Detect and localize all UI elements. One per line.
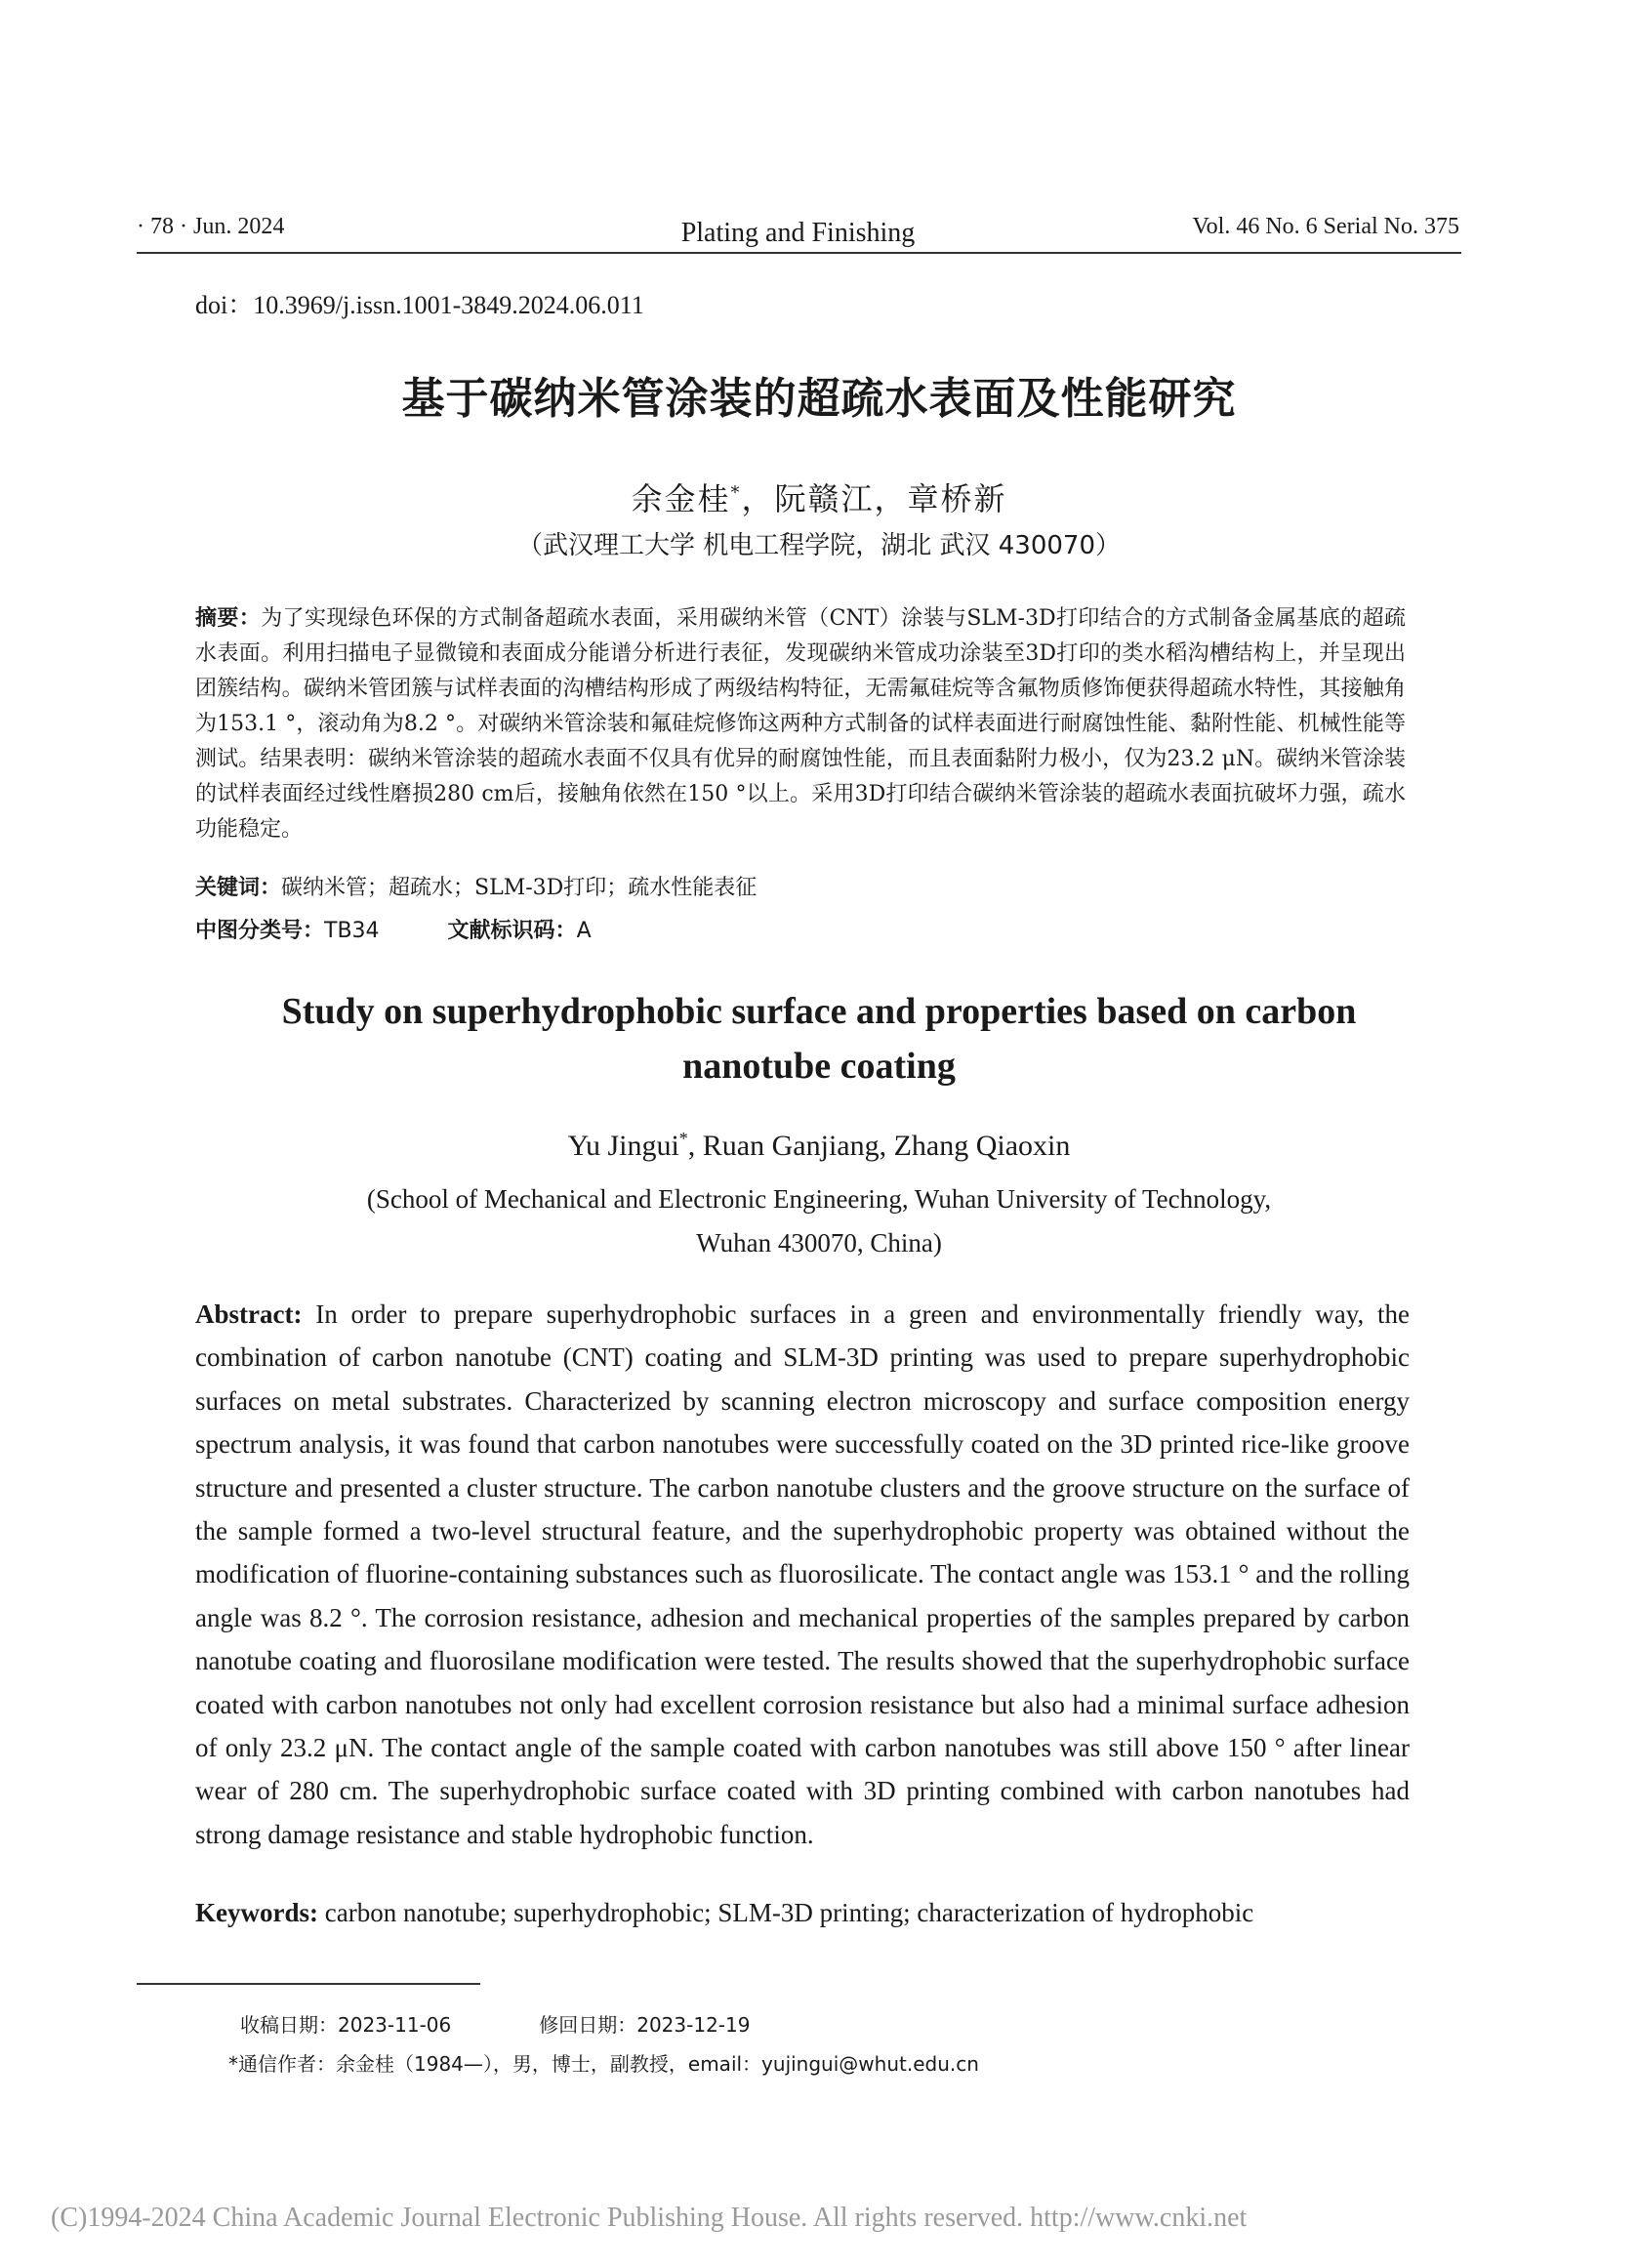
en-title <box>195 984 1443 1093</box>
footnote-corresponding <box>228 2048 979 2077</box>
cn-abstract <box>195 601 1406 847</box>
received-label: 收稿日期： <box>240 2013 338 2037</box>
page-info: · 78 · Jun. 2024 <box>137 214 285 239</box>
en-affiliation-line-2: Wuhan 430070, China) <box>696 1228 942 1258</box>
doi: doi：10.3969/j.issn.1001-3849.2024.06.011 <box>195 291 644 319</box>
revised-date: 2023-12-19 <box>636 2013 751 2037</box>
en-title-line-2: nanotube coating <box>682 1046 956 1087</box>
cn-authors <box>0 474 1638 519</box>
corresponding-mark: * <box>730 482 742 504</box>
en-affiliation <box>244 1177 1394 1265</box>
en-corresponding-mark: * <box>678 1129 688 1148</box>
cn-affiliation: （武汉理工大学 机电工程学院，湖北 武汉 430070） <box>516 531 1122 560</box>
corresponding-label: *通信作者： <box>228 2052 336 2076</box>
en-authors <box>0 1129 1638 1163</box>
en-author-1: Yu Jingui <box>567 1130 679 1162</box>
en-abstract-label: Abstract: <box>195 1299 303 1329</box>
cn-keywords <box>195 871 757 901</box>
header-divider <box>137 252 1461 254</box>
cn-abstract-label: 摘要： <box>195 606 262 631</box>
en-keywords-text: carbon nanotube; superhydrophobic; SLM-3D printing; characterization of hydrophobic <box>324 1898 1254 1927</box>
volume-info: Vol. 46 No. 6 Serial No. 375 <box>1192 214 1459 239</box>
journal-name: Plating and Finishing <box>680 218 916 248</box>
cn-keywords-label: 关键词： <box>195 876 282 900</box>
en-abstract <box>195 1293 1410 1856</box>
en-affiliation-line-1: (School of Mechanical and Electronic Engineering, Wuhan University of Technology, <box>366 1184 1272 1214</box>
revised-label: 修回日期： <box>539 2013 637 2037</box>
received-date: 2023-11-06 <box>338 2013 452 2037</box>
en-abstract-text: In order to prepare superhydrophobic surfaces in a green and environmentally friendly way, the combination of carbon nanotube (CNT) coating and SLM-3D printing was used to prepare superhydrophobic surfaces on metal substrates. Characterized by scanning electron microscopy and surface composition energy spectrum analysis, it was found that carbon nanotubes were successfully coated on the 3D printed rice-like groove structure and presented a cluster structure. The carbon nanotube clusters and the groove structure on the surface of the sample formed a two-level structural feature, and the superhydrophobic property was obtained without the modification of fluorine-containing substances such as fluorosilicate. The contact angle was 153.1 ° and the rolling angle was 8.2 °. The corrosion resistance, adhesion and mechanical properties of the samples prepared by carbon nanotube coating and fluorosilane modification were tested. The results showed that the superhydrophobic surface coated with carbon nanotubes not only had excellent corrosion resistance but also had a minimal surface adhesion of only 23.2 μN. The contact angle of the sample coated with carbon nanotubes was still above 150 ° after linear wear of 280 cm. The superhydrophobic surface coated with 3D printing combined with carbon nanotubes had strong damage resistance and stable hydrophobic function. <box>195 1299 1410 1849</box>
copyright-watermark: (C)1994-2024 China Academic Journal Electronic Publishing House. All rights reserved. http://www.cnki.net <box>51 2203 1248 2233</box>
cn-abstract-text: 为了实现绿色环保的方式制备超疏水表面，采用碳纳米管（CNT）涂装与SLM-3D打印结合的方式制备金属基底的超疏水表面。利用扫描电子显微镜和表面成分能谱分析进行表征，发现碳纳米管成功涂装至3D打印的类水稻沟槽结构上，并呈现出团簇结构。碳纳米管团簇与试样表面的沟槽结构形成了两级结构特征，无需氟硅烷等含氟物质修饰便获得超疏水特性，其接触角为153.1 °，滚动角为8.2 °。对碳纳米管涂装和氟硅烷修饰这两种方式制备的试样表面进行耐腐蚀性能、黏附性能、机械性能等测试。结果表明：碳纳米管涂装的超疏水表面不仅具有优异的耐腐蚀性能，而且表面黏附力极小，仅为23.2 μN。碳纳米管涂装的试样表面经过线性磨损280 cm后，接触角依然在150 °以上。采用3D打印结合碳纳米管涂装的超疏水表面抗破坏力强，疏水功能稳定。 <box>195 606 1406 842</box>
cn-classification <box>195 914 660 944</box>
cn-keywords-text: 碳纳米管；超疏水；SLM-3D打印；疏水性能表征 <box>281 876 758 900</box>
cn-author-1: 余金桂 <box>631 480 731 517</box>
doc-code: A <box>576 919 592 943</box>
footnote-divider <box>137 1983 480 1985</box>
cn-title: 基于碳纳米管涂装的超疏水表面及性能研究 <box>401 374 1237 424</box>
running-header <box>137 208 1459 251</box>
clc-label: 中图分类号： <box>195 919 325 943</box>
clc-code: TB34 <box>324 919 380 943</box>
cn-authors-rest: ，阮赣江，章桥新 <box>741 480 1007 517</box>
doc-code-label: 文献标识码： <box>447 919 577 943</box>
footnote-dates <box>240 2009 750 2038</box>
corresponding-info: 余金桂（1984—），男，博士，副教授，email：yujingui@whut.edu.cn <box>336 2052 979 2076</box>
en-title-line-1: Study on superhydrophobic surface and properties based on carbon <box>281 991 1357 1032</box>
en-keywords <box>195 1898 1410 1928</box>
en-authors-rest: , Ruan Ganjiang, Zhang Qiaoxin <box>687 1130 1071 1162</box>
en-keywords-label: Keywords: <box>195 1898 318 1927</box>
